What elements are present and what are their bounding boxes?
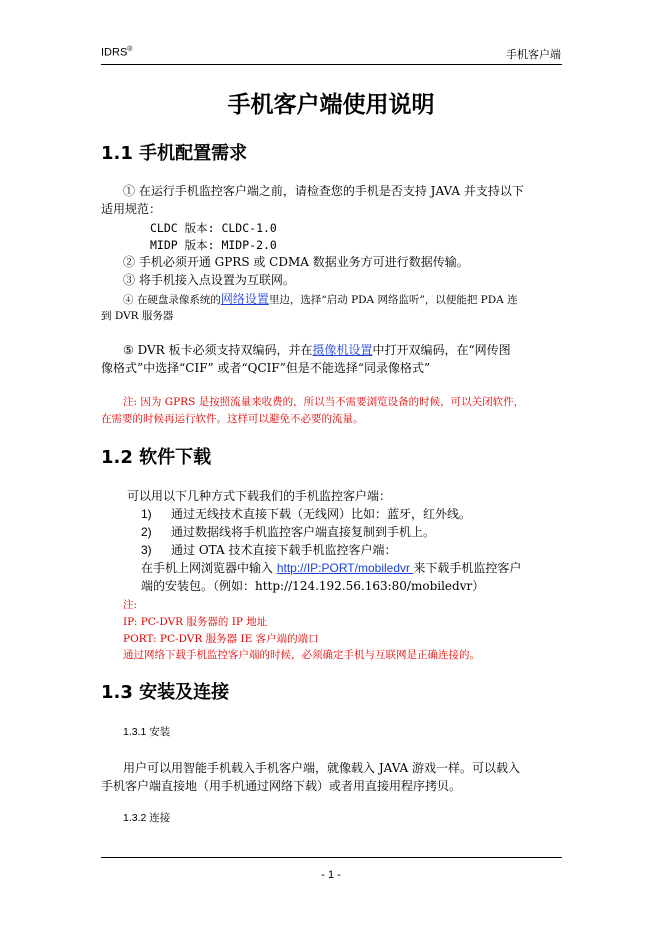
s11-item5-line1: ⑤ DVR 板卡必须支持双编码，并在摄像机设置中打开双编码，在“网传图 [123, 343, 511, 357]
s11-item2: ② 手机必须开通 GPRS 或 CDMA 数据业务方可进行数据传输。 [123, 255, 469, 269]
s12-item-2-num: 2) [141, 525, 152, 539]
section-1-3-heading: 1.3 安装及连接 [101, 682, 230, 703]
s11-item4-line1: ④ 在硬盘录像系统的网络设置里边，选择“启动 PDA 网络监听”，以便能把 PDA 连 [123, 292, 518, 306]
cldc-version: CLDC 版本: CLDC-1.0 [150, 221, 277, 235]
section-1-1-heading: 1.1 手机配置需求 [101, 143, 248, 164]
s13-para-line2: 手机客户端直接地（用手机通过网络下载）或者用直接用程序拷贝。 [101, 779, 462, 793]
ota-line1: 在手机上网浏览器中输入 http://IP:PORT/mobiledvr 来下载手机监控客户 [141, 561, 522, 575]
s11-item5-line2: 像格式”中选择“CIF” 或者“QCIF”但是不能选择“同录像格式” [101, 361, 431, 375]
midp-version: MIDP 版本: MIDP-2.0 [150, 238, 277, 252]
s12-item-3-num: 3) [141, 543, 152, 557]
s12-item-1-num: 1) [141, 507, 152, 521]
s12-item-2-text: 通过数据线将手机监控客户端直接复制到手机上。 [171, 525, 436, 539]
s11-item3: ③ 将手机接入点设置为互联网。 [123, 273, 295, 287]
s11-item1-line2: 适用规范： [101, 202, 162, 216]
s11-note-line2: 在需要的时候再运行软件。这样可以避免不必要的流量。 [101, 413, 364, 425]
header-rule [101, 64, 562, 65]
s12-note-ip: IP: PC-DVR 服务器的 IP 地址 [123, 616, 268, 628]
s11-note-line1: 注: 因为 GPRS 是按照流量来收费的，所以当不需要浏览设备的时候，可以关闭软件， [123, 396, 525, 408]
s12-item-1-text: 通过无线技术直接下载（无线网）比如：蓝牙，红外线。 [171, 507, 472, 521]
footer-rule [101, 857, 562, 858]
s12-intro: 可以用以下几种方式下载我们的手机监控客户端： [127, 489, 392, 503]
s11-item1-line1: ① 在运行手机监控客户端之前，请检查您的手机是否支持 JAVA 并支持以下 [123, 184, 524, 198]
s13-para-line1: 用户可以用智能手机载入手机客户端，就像载入 JAVA 游戏一样。可以载入 [123, 761, 521, 775]
camera-settings-link[interactable]: 摄像机设置 [312, 343, 373, 357]
s12-item-3-text: 通过 OTA 技术直接下载手机监控客户端： [171, 543, 397, 557]
header-left: IDRS® [101, 46, 133, 59]
s11-item4-line2: 到 DVR 服务器 [101, 310, 174, 322]
s12-note-net: 通过网络下载手机监控客户端的时候，必须确定手机与互联网是正确连接的。 [123, 649, 480, 661]
page-title: 手机客户端使用说明 [227, 92, 435, 118]
header-right: 手机客户端 [506, 49, 561, 61]
network-settings-link[interactable]: 网络设置 [220, 292, 269, 306]
subsection-1-3-1: 1.3.1 安装 [123, 726, 171, 738]
subsection-1-3-2: 1.3.2 连接 [123, 812, 171, 824]
ota-line2: 端的安装包。（例如：http://124.192.56.163:80/mobiledvr） [141, 579, 485, 593]
page-number: - 1 - [321, 869, 341, 881]
section-1-2-heading: 1.2 软件下载 [101, 447, 212, 468]
s12-note-port: PORT: PC-DVR 服务器 IE 客户端的端口 [123, 633, 319, 645]
mobiledvr-url-link[interactable]: http://IP:PORT/mobiledvr [276, 561, 414, 575]
s12-note-label: 注: [123, 599, 138, 611]
